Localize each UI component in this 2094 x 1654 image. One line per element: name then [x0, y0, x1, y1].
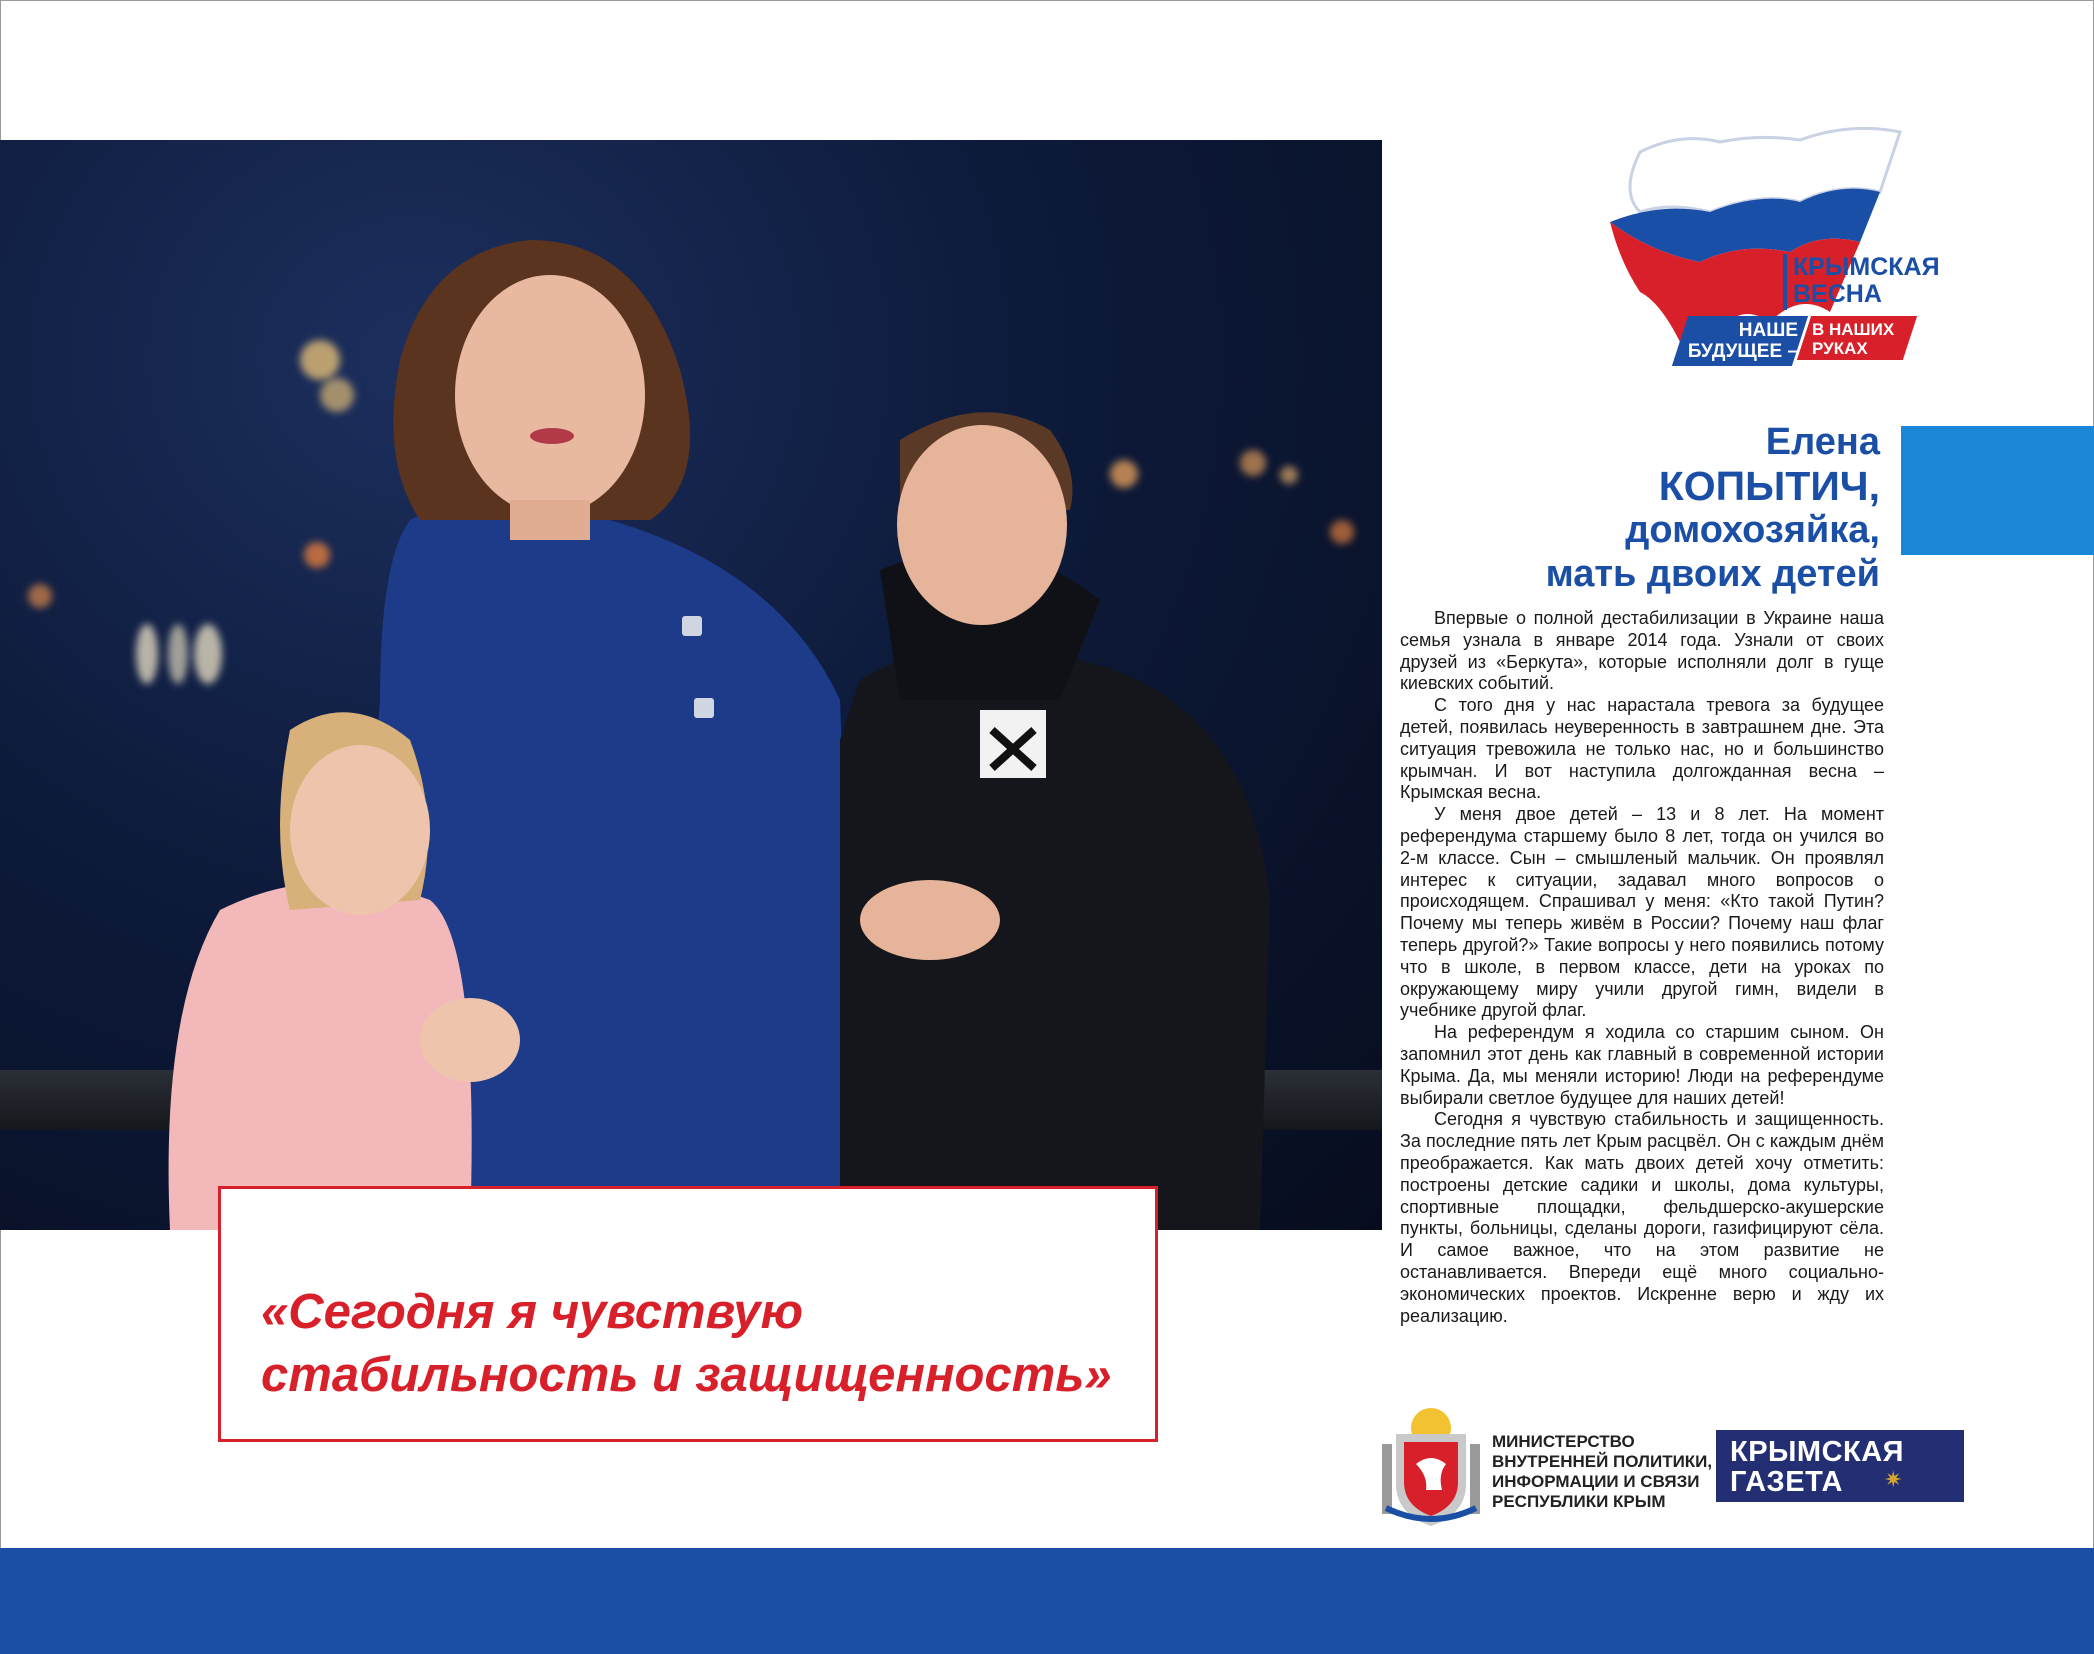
article-paragraph: У меня двое детей – 13 и 8 лет. На момент референдума старшему было 8 лет, тогда он учился во 2-м классе. Сын – смышленый мальчик. Он проявлял интерес к ситуации, задавал много вопросов о происходящем. Спрашивал у меня: «Кто такой Путин? Почему мы теперь живём в России? Почему наш флаг теперь другой?» Такие вопросы у него появились потому что в школе, в первом классе, дети на уроках по окружающему миру учили другой гимн, видели в учебнике другой флаг.	[1400, 804, 1884, 1021]
crimean-spring-logo	[1540, 122, 1970, 372]
surname: КОПЫТИЧ,	[1658, 463, 1880, 509]
slogan-left: НАШЕ БУДУЩЕЕ –	[1687, 320, 1798, 362]
bottom-band	[0, 1548, 2094, 1654]
quote-text: «Сегодня я чувствую стабильность и защищенность»	[261, 1285, 1112, 1402]
article-paragraph: На референдум я ходила со старшим сыном. Он запомнил этот день как главный в современной истории Крыма. Да, мы меняли историю! Люди на референдуме выбирали светлое будущее для наших детей!	[1400, 1022, 1884, 1108]
status: мать двоих детей	[1545, 553, 1880, 595]
krymskaya-gazeta-logo	[1716, 1430, 1964, 1502]
person-heading	[1280, 420, 1880, 596]
article-paragraph: Сегодня я чувствую стабильность и защищенность. За последние пять лет Крым расцвёл. Он с каждым днём преображается. Как мать двоих детей хочу отметить: построены детские садики и школы, дома культуры, спортивные площадки, фельдшерско-акушерские пункты, больницы, сделаны дороги, газифицируют сёла. И самое важное, что на этом развитие не останавливается. Впереди ещё много социально-экономических проектов. Искренне верю и жду их реализацию.	[1400, 1109, 1884, 1326]
article-paragraph: С того дня у нас нарастала тревога за будущее детей, появилась неуверенность в завтрашнем дне. Эта ситуация тревожила не только нас, но и большинство крымчан. И вот наступила долгожданная весна – Крымская весна.	[1400, 695, 1884, 803]
family-silhouette	[0, 140, 1382, 1230]
crimea-coat-of-arms-icon	[1376, 1404, 1486, 1528]
slogan-right: В НАШИХ РУКАХ	[1812, 320, 1895, 358]
article-body	[1400, 608, 1884, 1327]
accent-block	[1901, 426, 2094, 555]
article-paragraph: Впервые о полной дестабилизации в Украине наша семья узнала в январе 2014 года. Узнали от своих друзей из «Беркута», которые исполняли долг в гуще киевских событий.	[1400, 608, 1884, 694]
ministry-name: МИНИСТЕРСТВО ВНУТРЕННЕЙ ПОЛИТИКИ, ИНФОРМАЦИИ И СВЯЗИ РЕСПУБЛИКИ КРЫМ	[1492, 1432, 1713, 1511]
occupation: домохозяйка,	[1625, 509, 1880, 551]
first-name: Елена	[1765, 421, 1880, 463]
quote-box	[218, 1186, 1158, 1442]
logo-title: КРЫМСКАЯ ВЕСНА	[1793, 253, 1940, 308]
family-photo	[0, 140, 1382, 1230]
order-star-icon: ✷	[1884, 1467, 1903, 1492]
logo-divider	[1783, 254, 1787, 310]
newspaper-name: КРЫМСКАЯ ГАЗЕТА	[1730, 1436, 1905, 1498]
